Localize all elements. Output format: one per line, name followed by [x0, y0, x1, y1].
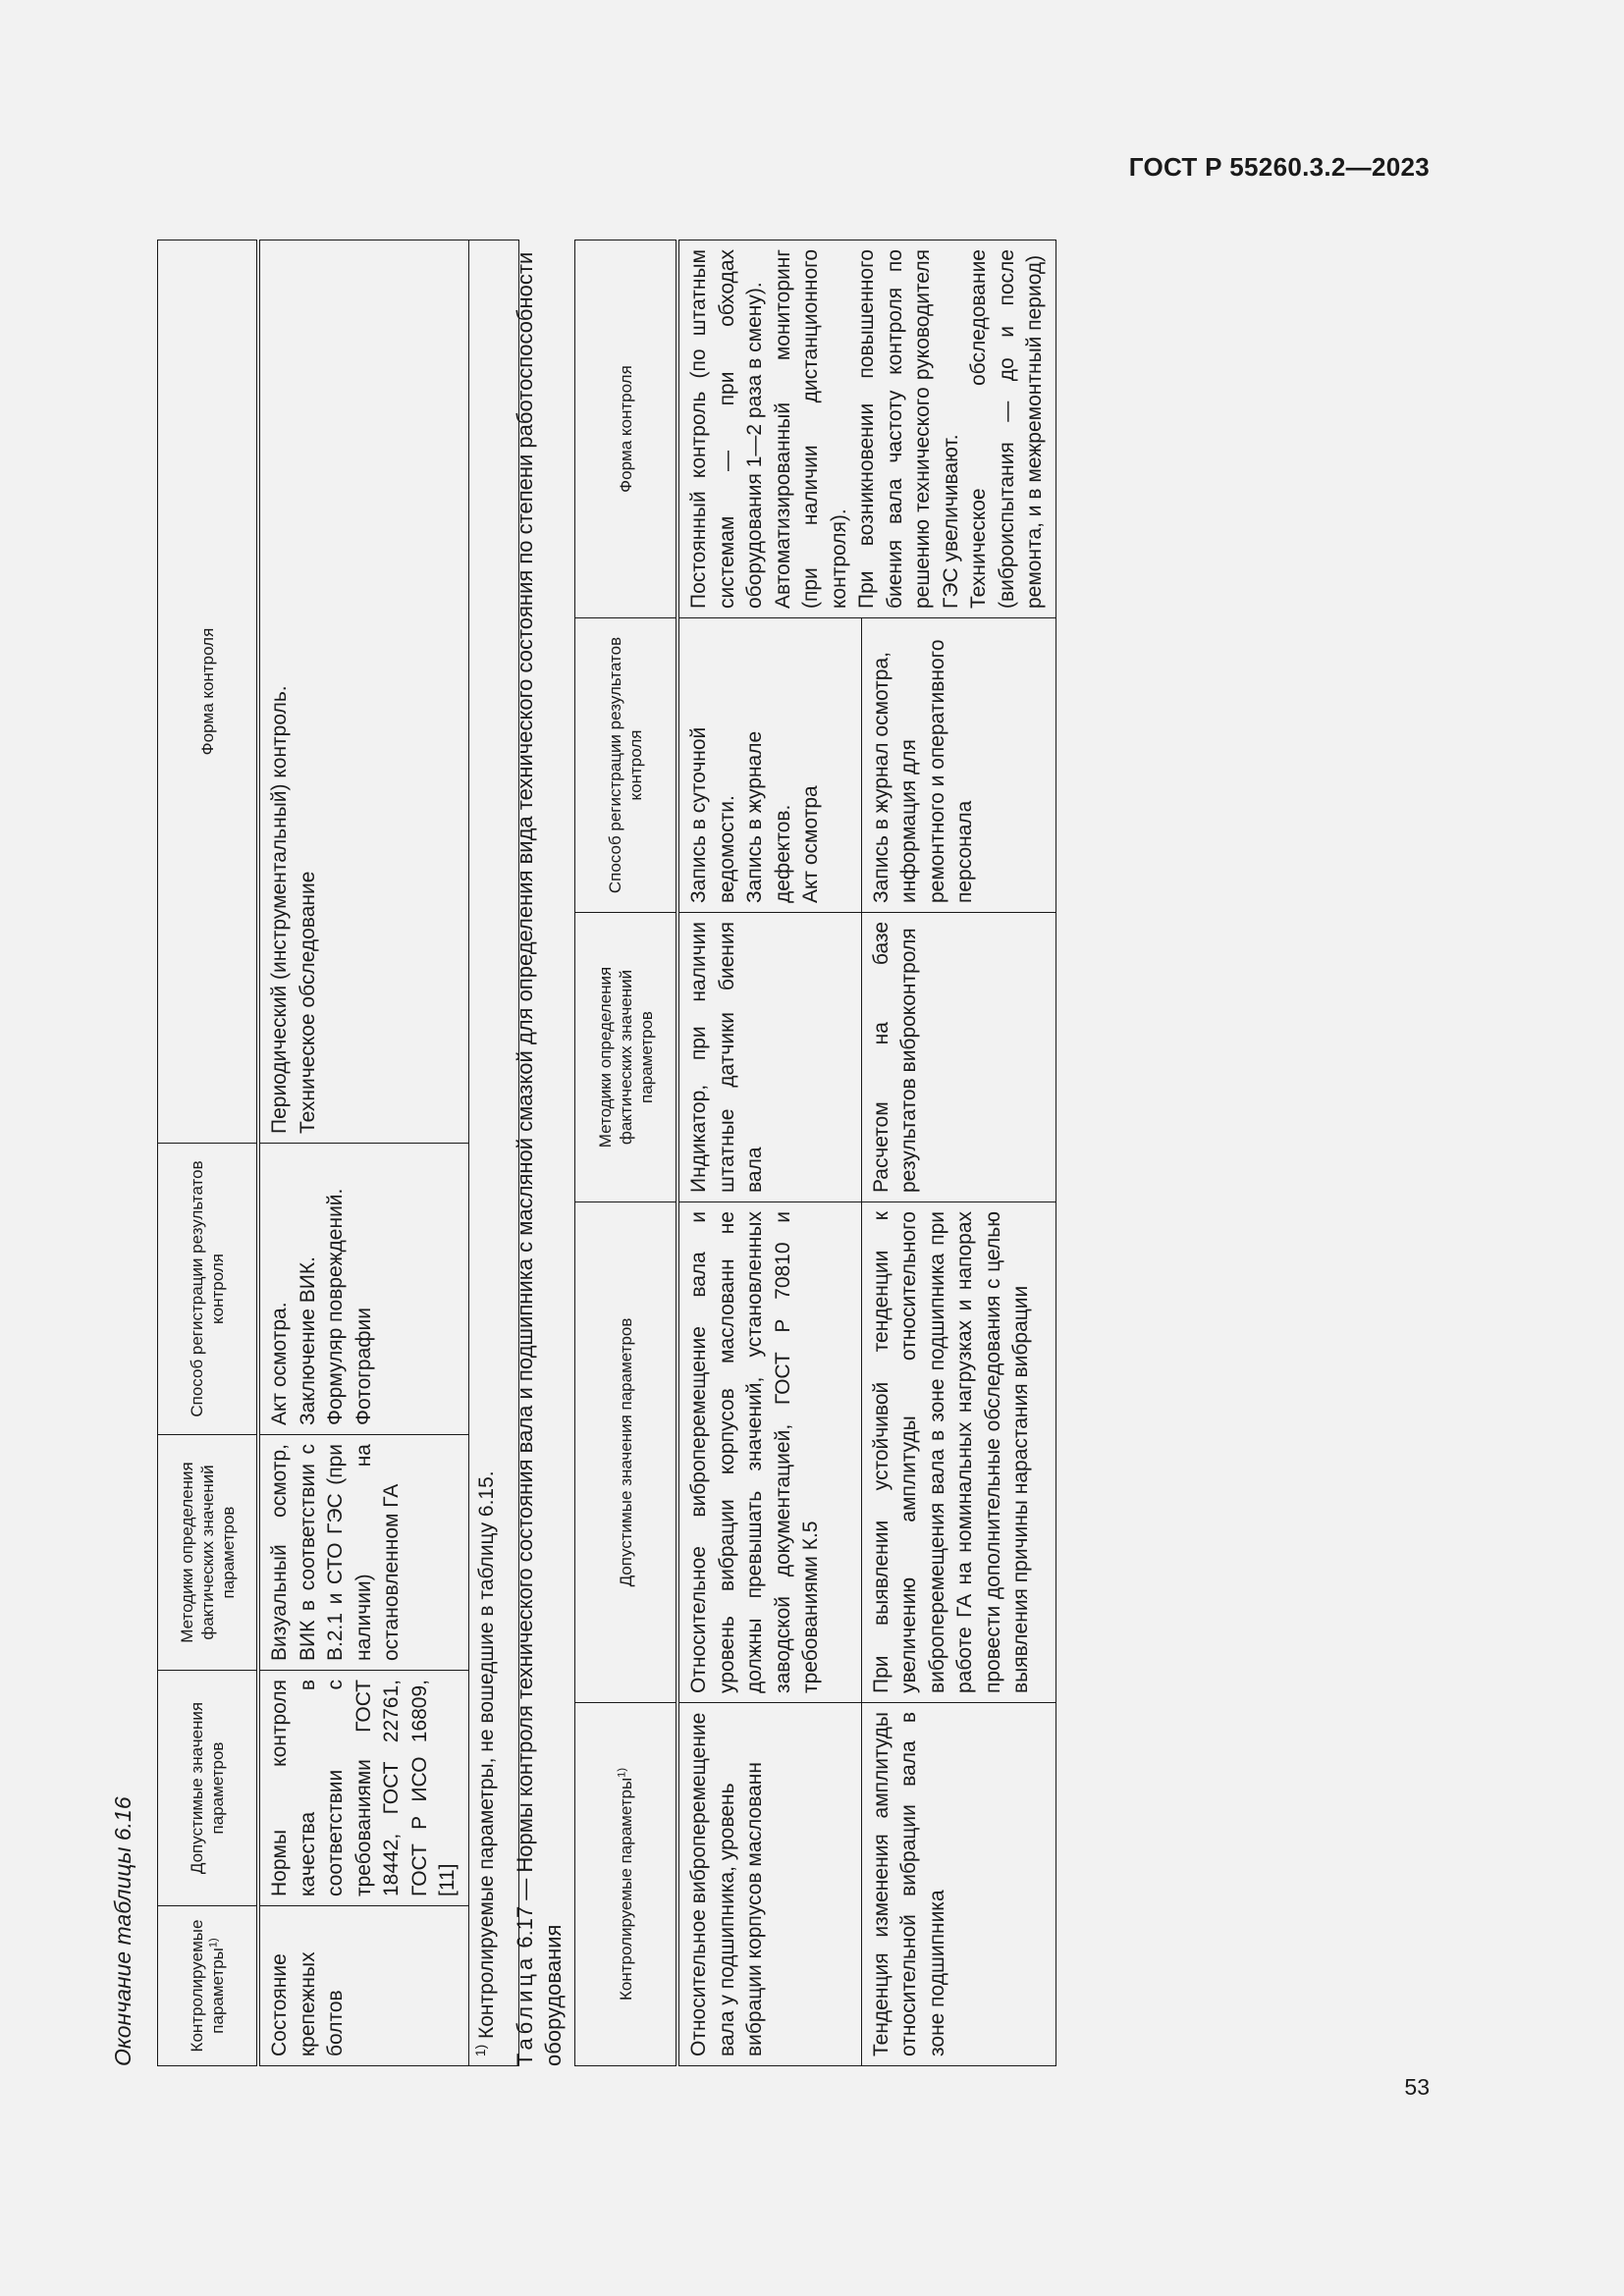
- rotated-content: [108, 240, 1173, 2066]
- column-header-registration: Способ регистрации результатов контроля: [158, 1144, 259, 1435]
- form-line: Техническое обследование (виброиспытания — до и после ремонта, и в межремонтный период): [967, 249, 1046, 609]
- registration-line: Акт осмотра: [799, 785, 822, 903]
- table-label: Таблица: [513, 1953, 537, 2066]
- cell-form: [258, 240, 468, 1144]
- cell-allowed: Относительное виброперемещение вала и уровень вибрации корпусов маслованн не должны превышать значений, установленных заводской документацией, ГОСТ Р 70810 и требованиями К.5: [677, 1202, 861, 1703]
- column-header-allowed: Допустимые значения параметров: [158, 1671, 259, 1906]
- registration-line: Запись в суточной ведомости.: [687, 726, 738, 903]
- standard-header: ГОСТ Р 55260.3.2—2023: [1128, 152, 1430, 182]
- column-header-params: Контролируемые параметры$^{1)}$: [575, 1703, 678, 2066]
- table-row: [258, 240, 468, 2066]
- continuation-caption: Окончание таблицы 6.16: [110, 1796, 135, 2066]
- registration-line: Заключение ВИК.: [296, 1256, 319, 1425]
- cell-form: [677, 240, 1056, 618]
- table-6-17: [574, 240, 1056, 2066]
- footnote-mark: 1): [472, 2044, 488, 2056]
- table-6-17-caption: [511, 240, 568, 2066]
- column-header-allowed: Допустимые значения параметров: [575, 1202, 678, 1703]
- column-header-form: Форма контроля: [158, 240, 259, 1144]
- column-header-method: Методики определения фактических значений параметров: [158, 1435, 259, 1671]
- cell-method: Визуальный осмотр, ВИК в соответствии с В.2.1 и СТО ГЭС (при наличии) на остановленном ГА: [258, 1435, 468, 1671]
- page-number: 53: [1404, 2074, 1430, 2100]
- registration-line: Акт осмотра.: [268, 1302, 291, 1425]
- form-line: Техническое обследование: [296, 871, 319, 1134]
- cell-method: Индикатор, при наличии штатные датчики биения вала: [677, 913, 861, 1202]
- cell-param: Тенденция изменения амплитуды относительной вибрации вала в зоне подшипника: [861, 1703, 1056, 2066]
- cell-registration: [258, 1144, 468, 1435]
- footnote-mark: 1): [207, 1938, 220, 1949]
- table-6-16: [157, 240, 519, 2066]
- footnote-mark: 1): [615, 1767, 627, 1778]
- form-line: Автоматизированный мониторинг (при наличии дистанционного контроля).: [771, 249, 850, 609]
- column-header-form: Форма контроля: [575, 240, 678, 618]
- table-header-row: [575, 240, 678, 2066]
- table-row: [677, 240, 861, 2066]
- column-header-params: Контролируемые параметры$^{1)}$: [158, 1906, 259, 2066]
- cell-method: Расчетом на базе результатов виброконтроля: [861, 913, 1056, 1202]
- form-line: Постоянный контроль (по штатным системам — при обходах оборудования 1—2 раза в смену).: [687, 249, 766, 609]
- cell-allowed: При выявлении устойчивой тенденции к увеличению амплитуды относительного виброперемещения вала в зоне подшипника при работе ГА на номинальных нагрузках и напорах провести дополнительные обследования с целью выявления причины нарастания вибрации: [861, 1202, 1056, 1703]
- cell-registration: [677, 618, 861, 913]
- registration-line: Формуляр повреждений.: [324, 1188, 347, 1425]
- cell-param: Состояние крепежных болтов: [258, 1906, 468, 2066]
- form-line: Периодический (инструментальный) контроль.: [268, 685, 291, 1134]
- registration-line: Фотографии: [352, 1307, 375, 1425]
- table-header-row: [158, 240, 259, 2066]
- cell-registration: Запись в журнал осмотра, информация для ремонтного и оперативного персонала: [861, 618, 1056, 913]
- registration-line: Запись в журнале дефектов.: [743, 730, 794, 903]
- column-header-method: Методики определения фактических значений параметров: [575, 913, 678, 1202]
- footnote-text: Контролируемые параметры, не вошедшие в таблицу 6.15.: [474, 1470, 498, 2045]
- form-line: При возникновении повышенного биения вала частоту контроля по решению технического руководителя ГЭС увеличивают.: [855, 249, 962, 609]
- cell-param: Относительное виброперемещение вала у подшипника, уровень вибрации корпусов маслованн: [677, 1703, 861, 2066]
- caption-text: 6.17 — Нормы контроля технического состояния вала и подшипника с масляной смазкой для определения вида технического состояния по степени работоспособности оборудования: [513, 251, 566, 2066]
- column-header-registration: Способ регистрации результатов контроля: [575, 618, 678, 913]
- cell-allowed: Нормы контроля качества в соответствии с требованиями ГОСТ 18442, ГОСТ 22761, ГОСТ Р ИСО 16809, [11]: [258, 1671, 468, 1906]
